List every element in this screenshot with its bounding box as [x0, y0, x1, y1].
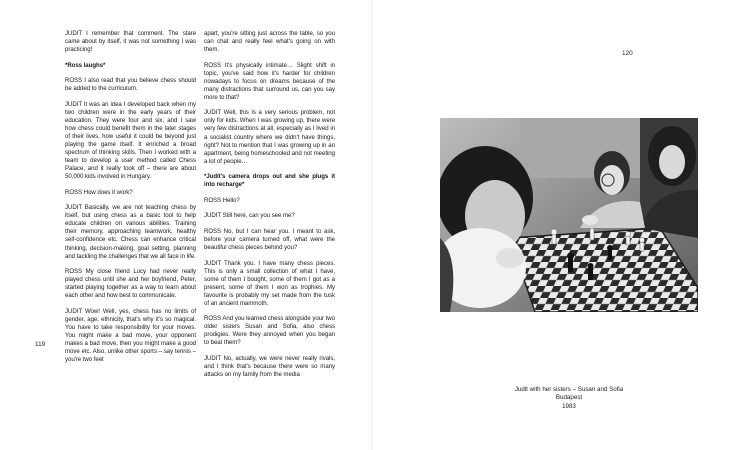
paragraph: apart, you're sitting just across the table, so you can chat and really feel what's going on with them. [204, 30, 335, 54]
caption-line: Budapest [555, 394, 583, 402]
paragraph: JUDIT It was an idea I developed back when my two children were in the early years of their education. They were four and six, and I saw how chess could benefit them in the later stages of their lives, how useful it could be beyond just playing the game itself. It enriched a broad spectrum of thinking skills. Then I worked with a team to develop a user method called Chess Palace, and it really took off – there are about 50,000 kids involved in Hungary. [65, 100, 196, 181]
text-column-right [204, 30, 335, 387]
caption-line: Judit with her sisters – Susan and Sofia [514, 386, 624, 393]
photograph [440, 118, 698, 312]
stage-direction: *Judit's camera drops out and she plugs it into recharge* [204, 173, 335, 189]
paragraph: ROSS Hello? [204, 196, 240, 204]
page-number-right: 120 [622, 50, 633, 57]
photo-illustration [440, 118, 698, 312]
text-column-left [65, 30, 196, 372]
photo-caption [440, 386, 698, 411]
page-number-left: 119 [35, 341, 46, 348]
paragraph: ROSS No, but I can hear you. I meant to ask, before your camera turned off, what were the beautiful chess pieces behind you? [204, 227, 335, 251]
gutter [371, 0, 373, 450]
paragraph: JUDIT No, actually, we were never really rivals, and I think that's because there were so many attacks on my family from the media [204, 355, 335, 379]
paragraph: JUDIT Thank you. I have many chess pieces. This is only a small collection of what I have, some of them I bought, some of them I got as a present, some of them I won as trophies. My favourite is probably my set made from the tusk of an ancient mammoth. [204, 259, 335, 307]
paragraph: JUDIT Wow! Well, yes, chess has no limits of gender, age, ethnicity, that's why it's so magical. You have to take responsibility for your moves. You might make a bad move, your opponent makes a bad move, then you might make a good move etc. Also, unlike other sports – say tennis – you're two feet [65, 307, 196, 364]
paragraph: JUDIT I remember that comment. The stare came about by itself, it was not something I was practicing! [65, 30, 196, 54]
paragraph: JUDIT Well, this is a very serious problem, not only for kids. When I was growing up, there were very few distractions at all, especially as I lived in a socialist country where we didn't have things, right? Not to mention that I was growing up in an apartment, being homeschooled and not meeting a lot of people… [204, 109, 335, 165]
paragraph: ROSS It's physically intimate… Slight shift in topic, you've said how it's harder for children nowadays to focus on dreams because of the many distractions that surround us, can you say more to that? [204, 61, 335, 101]
paragraph: ROSS How does it work? [65, 188, 133, 196]
paragraph: ROSS I also read that you believe chess should be added to the curriculum. [65, 77, 196, 93]
stage-direction: *Ross laughs* [65, 61, 106, 69]
caption-line: 1983 [562, 402, 576, 410]
paragraph: ROSS And you learned chess alongside your two older sisters Susan and Sofia, also chess prodigies. Were they annoyed when you began to beat them? [204, 315, 335, 347]
paragraph: JUDIT Basically, we are not teaching chess by itself, but using chess as a basic tool to help educate children on various abilities. Training their memory, approaching teamwork, healthy self-confidence etc. Chess can enhance critical thinking, decision-making, goal setting, planning and tackling the challenges that we all face in life. [65, 204, 196, 260]
paragraph: JUDIT Still here, can you see me? [204, 212, 295, 220]
paragraph: ROSS My close friend Lucy had never really played chess until she and her boyfriend, Peter, started playing together as a way to learn about each other and how best to communicate. [65, 268, 196, 300]
